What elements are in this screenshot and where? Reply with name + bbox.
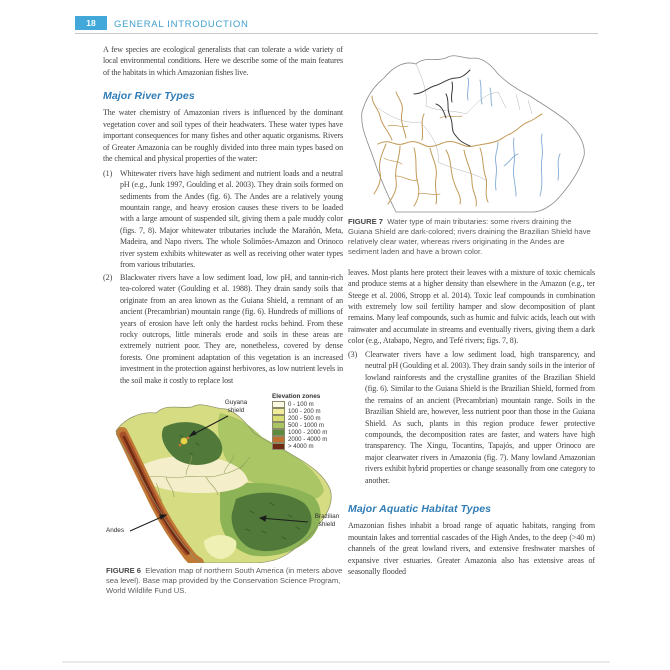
figure7-map (348, 48, 595, 214)
figure7-caption (348, 217, 595, 257)
tepui-patch (181, 438, 188, 445)
legend-swatch (272, 429, 285, 436)
map-label-brazilian-shield: Brazilian shield (314, 513, 340, 528)
tepui-mark (187, 437, 190, 440)
rivers-sediment-laden (372, 92, 542, 206)
list-item-whitewater (103, 168, 343, 271)
legend-swatch (272, 415, 285, 422)
legend-title: Elevation zones (272, 393, 321, 401)
list-text-clearwater: Clearwater rivers have a low sediment load, high transparency, and neutral pH (Goulding et al. 2003). They drain sandy soils in the interior of lowland rainforests and the crystalline granites of the Brazilian Shield (fig. 6). Similar to the Guiana Shield is the Brazilian Shield, formed from the remains of an ancient (Precambrian) mountain range. Soils in the Brazilian Shield are, however, less nutrient poor than those in the Guiana Shield. As such, plants in this region produce fewer protective compounds, the decomposition rates are faster, and waters have high transparency. The Xingu, Tocantins, Tapajós, and upper Orinoco are major clearwater rivers in Amazonia (fig. 7). Many lowland Amazonian rivers exhibit hybrid properties or change seasonally from one category to another. (365, 349, 595, 485)
legend-row: 500 - 1000 m (272, 422, 344, 429)
blackwater-continuation-paragraph: leaves. Most plants here protect their leaves with a mixture of toxic chemicals and produce stems at a higher density than elsewhere in the Amazon (e.g., ter Steege et al. 2006, Stropp et al. 2014). Toxic leaf compounds in combination with extremely low soil fertility hamper and slow decomposition of plant remains. Many leaf compounds, such as humic and fulvic acids, leach out with rainwater and accumulate in streams and eventually rivers, giving them a dark color (e.g., Atabapo, Negro, and Tefé rivers; figs. 7, 8). (348, 267, 595, 346)
legend-row: > 4000 m (272, 443, 344, 450)
figure7-svg (348, 48, 595, 214)
elevation-legend (272, 393, 344, 450)
legend-swatch (272, 408, 285, 415)
tepui-mark (179, 444, 182, 447)
section-heading-major-river-types: Major River Types (103, 90, 195, 103)
legend-swatch (272, 422, 285, 429)
legend-row: 0 - 100 m (272, 401, 344, 408)
section-heading-major-aquatic-habitat-types: Major Aquatic Habitat Types (348, 503, 492, 516)
map-label-guyana-shield: Guyana shield (224, 399, 248, 414)
figure6-caption (106, 566, 344, 596)
legend-swatch (272, 443, 285, 450)
list-item-clearwater (348, 349, 595, 486)
page-bottom-edge (62, 661, 610, 663)
intro-paragraph: A few species are ecological generalists that can tolerate a wide variety of local environmental conditions. Here we describe some of the main features of the habitats in which Amazonian fishes live. (103, 45, 343, 77)
map-label-andes: Andes (105, 527, 125, 535)
figure7-label: FIGURE 7 (348, 217, 384, 226)
legend-swatch (272, 401, 285, 408)
figure6-caption-text: Elevation map of northern South America (in meters above sea level). Base map provided by the Conservation Science Program, World Wildlife Fund US. (106, 566, 343, 596)
list-text-blackwater: Blackwater rivers have a low sediment load, low pH, and tannin-rich tea-colored water (Goulding et al. 1988). They drain sandy soils that originate from an area known as the Guiana Shield, a remnant of an ancient (Precambrian) mountain range (fig. 6). Hundreds of millions of years of erosion have left only the hardest rocks behind. From these rocky outcrops, little minerals erode and soils in these areas are extremely nutrient poor. They are, nonetheless, covered by dense forests. One prominent adaptation of this vegetation is an increased investment in the protection against herbivores, as low nutrient levels in the soil make it costly to replace lost (120, 272, 343, 385)
list-text-whitewater: Whitewater rivers have high sediment and nutrient loads and a neutral pH (e.g., Junk 1997, Goulding et al. 2003). They drain soils formed on sediments from the Andes (fig. 6). The Andes are a relatively young mountain range, and heavy erosion causes these rivers to be loaded with a large amount of suspended silt, giving them a pale muddy color (figs. 7, 8). Major whitewater tributaries include the Marañón, Meta, Madeira, and Napo rivers. The whole Solimões-Amazon and Orinoco river system exhibits whitewater as well as receiving other water types from various tributaries. (120, 168, 343, 270)
figure-6 (103, 391, 343, 596)
list-item-blackwater (103, 272, 343, 387)
list-marker: (2) (103, 272, 113, 282)
figure6-map (100, 391, 346, 563)
legend-swatch (272, 436, 285, 443)
list-marker: (3) (348, 349, 358, 359)
figure7-caption-text: Water type of main tributaries: some rivers draining the Guiana Shield are dark-colored; rivers draining the Brazilian Shield have relatively clear water, whereas rivers originating in the Andes are sediment laden and have a brown color. (348, 217, 591, 256)
legend-row: 100 - 200 m (272, 408, 344, 415)
right-column (348, 48, 595, 578)
running-header-title: GENERAL INTRODUCTION (114, 19, 249, 30)
rivers-clear-water (467, 78, 560, 196)
country-borders (378, 64, 532, 180)
list-marker: (1) (103, 168, 113, 178)
river-types-intro-paragraph: The water chemistry of Amazonian rivers is influenced by the dominant vegetation cover and soil types of their headwaters. These water types have important consequences for many fishes and other aquatic organisms. Rivers of Greater Amazonia can be roughly divided into three main types based on the chemical and physical properties of the water: (103, 108, 343, 164)
page-number-badge: 18 (75, 16, 107, 30)
legend-row: 1000 - 2000 m (272, 429, 344, 436)
figure-7 (348, 48, 595, 257)
aquatic-habitats-intro-paragraph: Amazonian fishes inhabit a broad range of aquatic habitats, ranging from mountain lakes and torrential cascades of the High Andes, to the deep (>40 m) channels of the great lowland rivers, and extensive freshwater marshes of expansive river estuaries. Greater Amazonia also has extensive areas of seasonally flooded (348, 521, 595, 577)
left-column (103, 44, 343, 596)
header-rule (75, 33, 598, 34)
legend-row: 2000 - 4000 m (272, 436, 344, 443)
figure6-label: FIGURE 6 (106, 566, 142, 576)
legend-row: 200 - 500 m (272, 415, 344, 422)
